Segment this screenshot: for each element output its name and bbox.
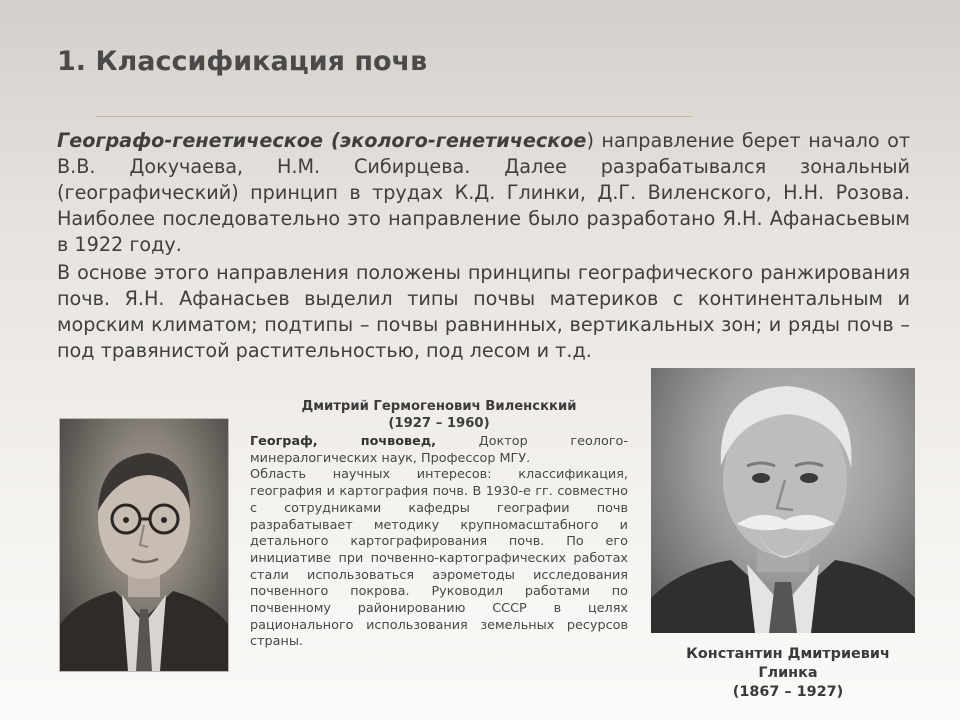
paragraph-approach-origin <box>57 128 910 258</box>
vilensky-portrait <box>60 419 228 671</box>
glinka-name-first: Константин Дмитриевич <box>686 646 890 662</box>
vilensky-years: (1927 – 1960) <box>388 416 490 431</box>
vilensky-degree: Доктор геолого-минералогических наук, Профессор МГУ. <box>250 434 628 466</box>
vilensky-name <box>250 398 628 432</box>
vilensky-bio <box>250 434 628 651</box>
glinka-portrait <box>651 368 915 633</box>
paragraph-body: ) направление берет начало от В.В. Докучаева, Н.М. Сибирцева. Далее разрабатывался зональный (географический) принцип в трудах К.Д. Глинки, Д.Г. Виленского, Н.Н. Розова. Наиболее последовательно это направление было разработано Я.Н. Афанасьевым в 1922 году. <box>57 129 910 256</box>
glinka-caption <box>678 645 898 702</box>
title-divider <box>96 116 692 117</box>
glinka-years: (1867 – 1927) <box>732 684 844 700</box>
slide-title: 1. Классификация почв <box>57 46 428 77</box>
vilensky-research: Область научных интересов: классификация, география и картография почв. В 1930-е гг. совместно с сотрудниками кафедры географии почв разрабатывает методику крупномасштабного и детального картографирования почв. По его инициативе при почвенно-картографических работах стали использоваться аэрометоды исследования почвенного покрова. Руководил работами по почвенному районированию СССР в целях рационального использования земельных ресурсов страны. <box>250 467 628 650</box>
vilensky-fullname: Дмитрий Гермогенович Виленсккий <box>301 399 577 414</box>
glinka-name-last: Глинка <box>758 665 818 681</box>
vilensky-role: Географ, почвовед, <box>250 434 437 449</box>
paragraph-afanasyev-ranking: В основе этого направления положены принципы географического ранжирования почв. Я.Н. Афанасьев выделил типы почвы материков с континентальным и морским климатом; подтипы – почвы равнинных, вертикальных зон; и ряды почв – под травянистой растительностью, под лесом и т.д. <box>57 261 910 362</box>
paragraph-lead-term: Географо-генетическое (эколого-генетическое <box>57 129 587 152</box>
